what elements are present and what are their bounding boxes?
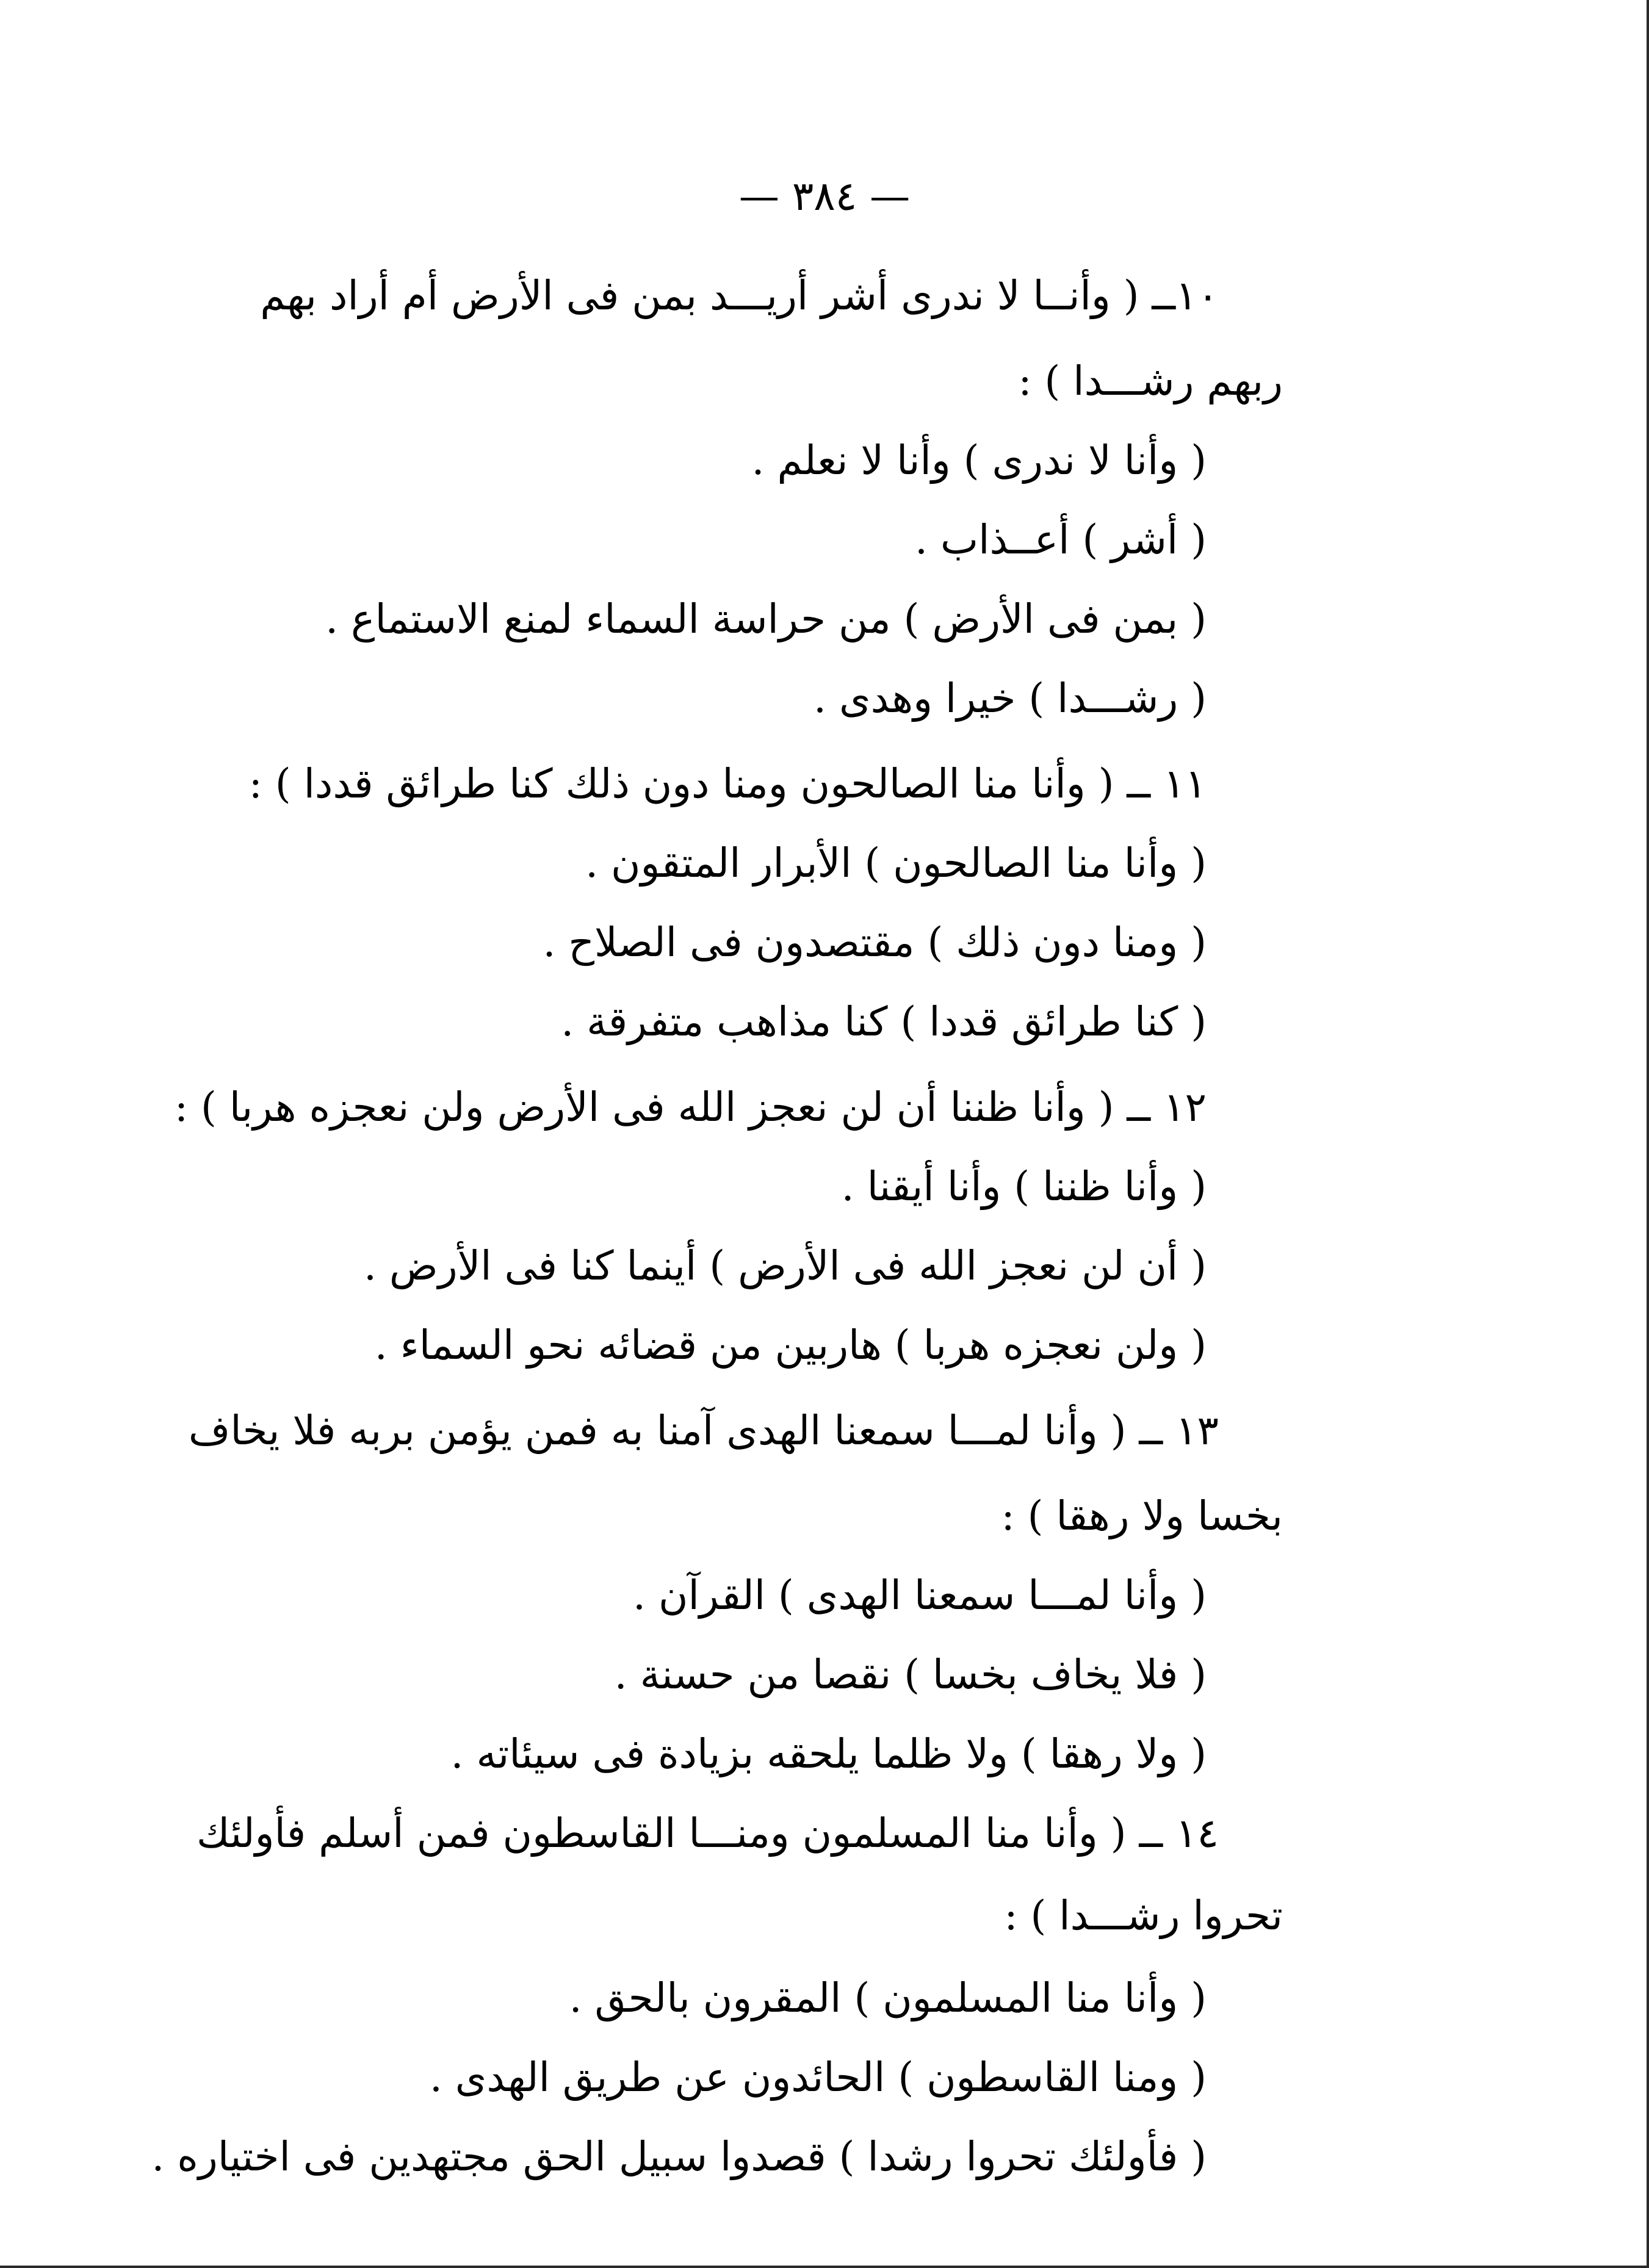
page-edge-right bbox=[1647, 0, 1649, 2268]
gloss-line: ( أن لن نعجز الله فى الأرض ) أينما كنا فى الأرض . bbox=[363, 1242, 1207, 1289]
verse-14-line-1: ١٤ ــ ( وأنا منا المسلمون ومنـــا القاسطون فمن أسلم فأولئك bbox=[197, 1810, 1219, 1857]
gloss-line: ( أشر ) أعــذاب . bbox=[915, 516, 1207, 563]
gloss-line: ( فلا يخاف بخسا ) نقصا من حسنة . bbox=[614, 1651, 1207, 1698]
gloss-line: ( كنا طرائق قددا ) كنا مذاهب متفرقة . bbox=[561, 998, 1207, 1045]
verse-13-line-2: بخسا ولا رهقا ) : bbox=[1001, 1492, 1283, 1539]
page-edge-bottom bbox=[0, 2266, 1649, 2268]
gloss-line: ( وأنا ظننا ) وأنا أيقنا . bbox=[841, 1163, 1207, 1210]
verse-14-line-2: تحروا رشـــدا ) : bbox=[1004, 1892, 1283, 1939]
gloss-line: ( رشـــدا ) خيرا وهدى . bbox=[814, 675, 1207, 722]
gloss-line: ( ولا رهقا ) ولا ظلما يلحقه بزيادة فى سيئاته . bbox=[450, 1730, 1207, 1777]
gloss-line: ( ومنا القاسطون ) الحائدون عن طريق الهدى . bbox=[429, 2054, 1207, 2101]
gloss-line: ( وأنا لمـــا سمعنا الهدى ) القرآن . bbox=[633, 1572, 1207, 1619]
verse-11-line: ١١ ــ ( وأنا منا الصالحون ومنا دون ذلك كنا طرائق قددا ) : bbox=[248, 760, 1207, 807]
gloss-line: ( وأنا لا ندرى ) وأنا لا نعلم . bbox=[751, 437, 1207, 484]
gloss-line: ( بمن فى الأرض ) من حراسة السماء لمنع الاستماع . bbox=[325, 596, 1207, 643]
gloss-line: ( وأنا منا الصالحون ) الأبرار المتقون . bbox=[585, 840, 1207, 887]
gloss-line: ( ومنا دون ذلك ) مقتصدون فى الصلاح . bbox=[543, 919, 1207, 966]
page-number: — ٣٨٤ — bbox=[738, 173, 911, 220]
verse-13-line-1: ١٣ ــ ( وأنا لمـــا سمعنا الهدى آمنا به فمن يؤمن بربه فلا يخاف bbox=[188, 1407, 1219, 1454]
verse-10-line-2: ربهم رشـــدا ) : bbox=[1018, 358, 1283, 405]
gloss-line: ( وأنا منا المسلمون ) المقرون بالحق . bbox=[569, 1975, 1207, 2021]
verse-10-line-1: ١٠ــ ( وأنــا لا ندرى أشر أريـــد بمن فى الأرض أم أراد بهم bbox=[260, 272, 1219, 319]
gloss-line: ( فأولئك تحروا رشدا ) قصدوا سبيل الحق مجتهدين فى اختياره . bbox=[151, 2133, 1207, 2180]
verse-12-line: ١٢ ــ ( وأنا ظننا أن لن نعجز الله فى الأرض ولن نعجزه هربا ) : bbox=[174, 1084, 1207, 1131]
gloss-line: ( ولن نعجزه هربا ) هاربين من قضائه نحو السماء . bbox=[374, 1322, 1207, 1369]
